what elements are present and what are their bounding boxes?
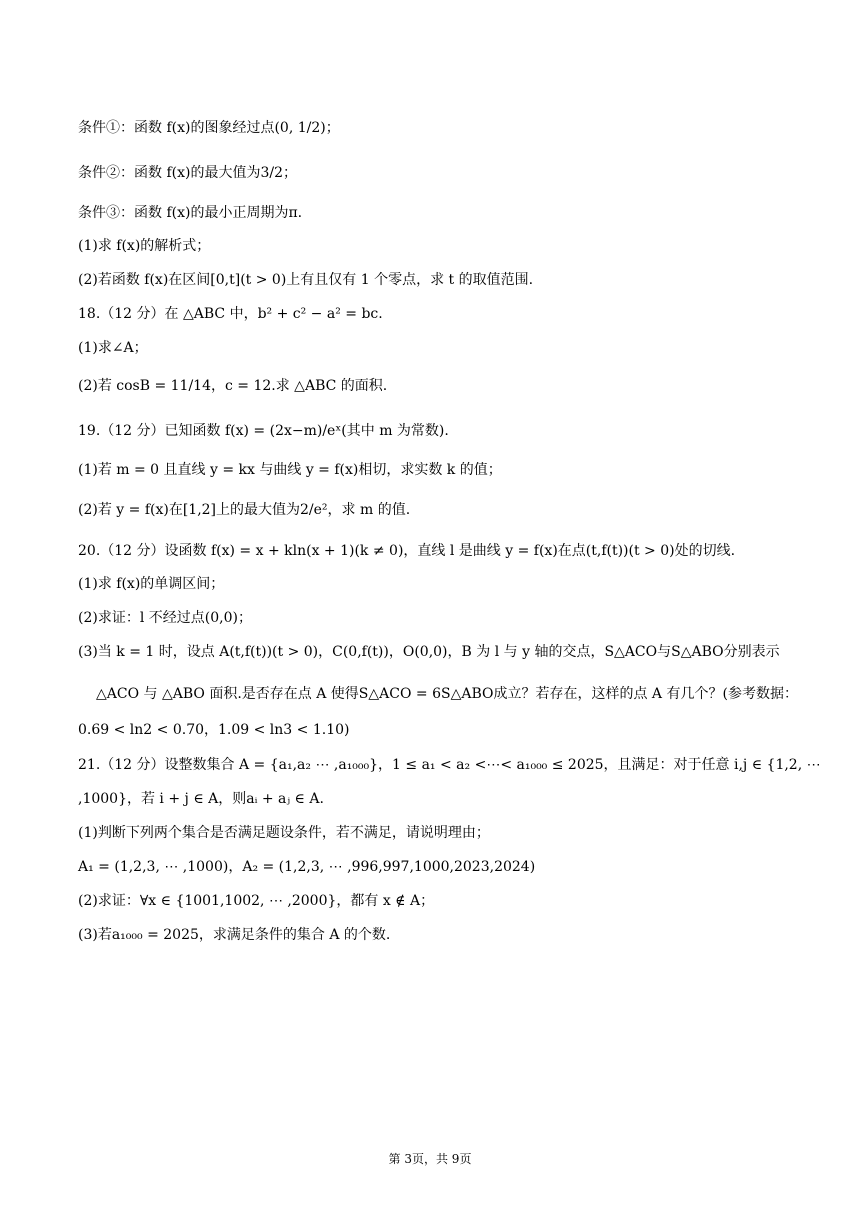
condition-2: 条件②：函数 f(x)的最大值为3/2； bbox=[78, 165, 297, 181]
q20-stem: 20.（12 分）设函数 f(x) = x + kln(x + 1)(k ≠ 0)，直线 l 是曲线 y = f(x)在点(t,f(t))(t > 0)处的切线. bbox=[78, 543, 736, 559]
q21-stem-line-1: 21.（12 分）设整数集合 A = {a₁,a₂ ⋯ ,a₁₀₀₀}，1 ≤ a₁ < a₂ <⋯< a₁₀₀₀ ≤ 2025，且满足：对于任意 i,j ∈ {1,2, ⋯ bbox=[78, 757, 821, 773]
q20-part-2: (2)求证：l 不经过点(0,0)； bbox=[78, 610, 252, 626]
q21-stem-line-2: ,1000}，若 i + j ∈ A，则aᵢ + aⱼ ∈ A. bbox=[78, 791, 324, 807]
q17-part-1: (1)求 f(x)的解析式； bbox=[78, 238, 211, 254]
q17-part-2: (2)若函数 f(x)在区间[0,t](t > 0)上有且仅有 1 个零点，求 t 的取值范围. bbox=[78, 272, 534, 288]
page-footer: 第 3页，共 9页 bbox=[388, 1152, 472, 1166]
q20-part-1: (1)求 f(x)的单调区间； bbox=[78, 576, 225, 592]
q21-sets: A₁ = (1,2,3, ⋯ ,1000)，A₂ = (1,2,3, ⋯ ,996,997,1000,2023,2024) bbox=[78, 859, 536, 875]
q20-part-3-line-3: 0.69 < ln2 < 0.70，1.09 < ln3 < 1.10) bbox=[78, 722, 350, 738]
q18-stem: 18.（12 分）在 △ABC 中，b² + c² − a² = bc. bbox=[78, 306, 383, 322]
q18-part-1: (1)求∠A； bbox=[78, 340, 148, 356]
q20-part-3-line-1: (3)当 k = 1 时，设点 A(t,f(t))(t > 0)，C(0,f(t))，O(0,0)，B 为 l 与 y 轴的交点，S△ACO与S△ABO分别表示 bbox=[78, 644, 780, 660]
q21-part-3: (3)若a₁₀₀₀ = 2025，求满足条件的集合 A 的个数. bbox=[78, 927, 391, 943]
q19-part-2: (2)若 y = f(x)在[1,2]上的最大值为2/e²，求 m 的值. bbox=[78, 502, 411, 518]
q21-part-2: (2)求证：∀x ∈ {1001,1002, ⋯ ,2000}，都有 x ∉ A； bbox=[78, 893, 435, 909]
q19-stem: 19.（12 分）已知函数 f(x) = (2x−m)/eˣ(其中 m 为常数). bbox=[78, 423, 449, 439]
condition-1: 条件①：函数 f(x)的图象经过点(0, 1/2)； bbox=[78, 120, 340, 136]
q20-part-3-line-2: △ACO 与 △ABO 面积.是否存在点 A 使得S△ACO = 6S△ABO成立？若存在，这样的点 A 有几个？(参考数据： bbox=[96, 686, 798, 702]
q19-part-1: (1)若 m = 0 且直线 y = kx 与曲线 y = f(x)相切，求实数 k 的值； bbox=[78, 462, 502, 478]
condition-3: 条件③：函数 f(x)的最小正周期为π. bbox=[78, 205, 303, 221]
q21-part-1: (1)判断下列两个集合是否满足题设条件，若不满足，请说明理由； bbox=[78, 825, 490, 841]
q18-part-2: (2)若 cosB = 11/14，c = 12.求 △ABC 的面积. bbox=[78, 378, 388, 394]
